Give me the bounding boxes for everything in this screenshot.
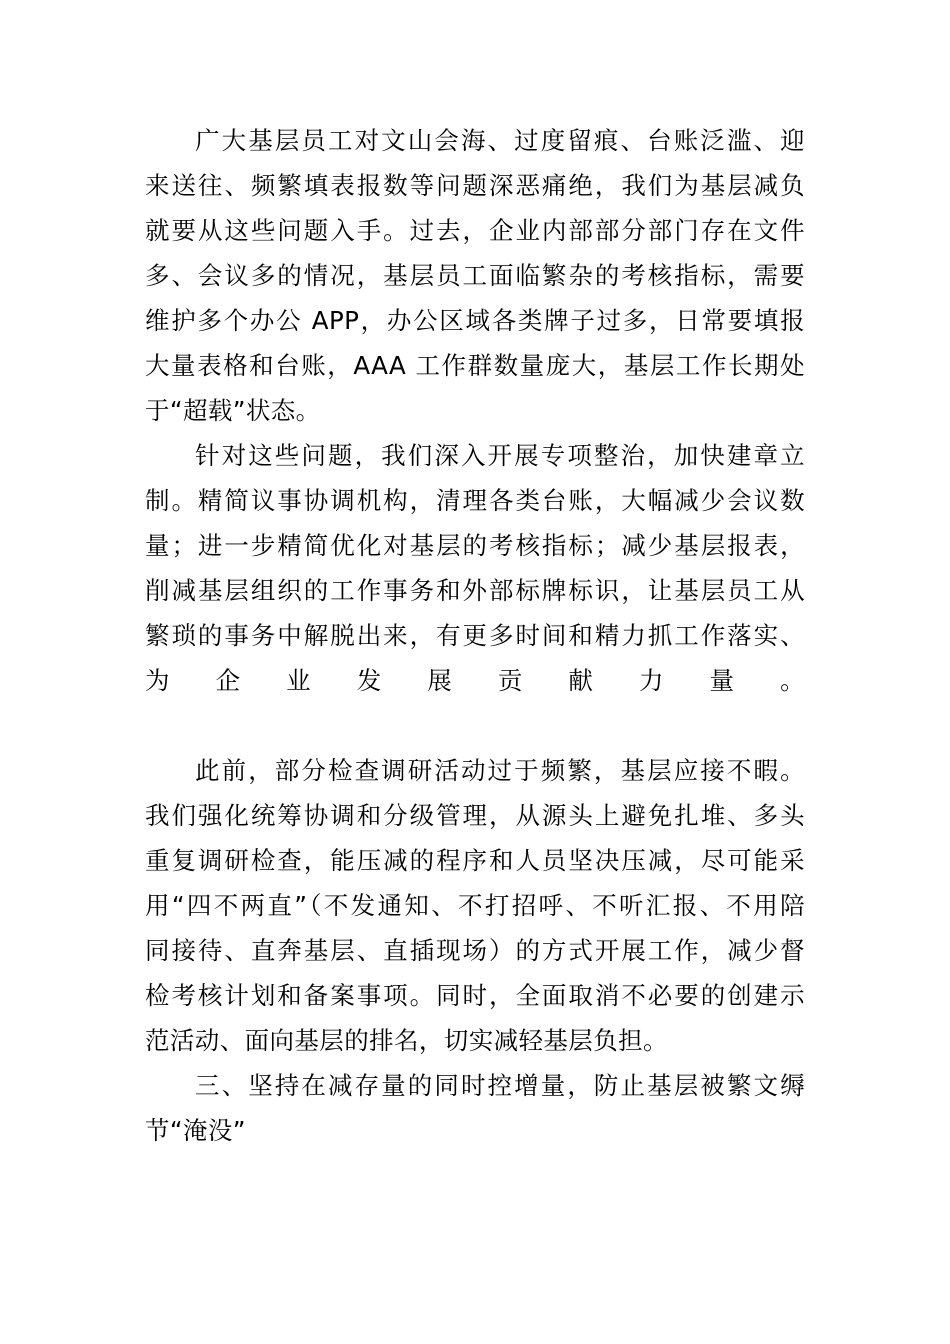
text-line: 我们强化统筹协调和分级管理，从源头上避免扎堆、多头	[145, 801, 805, 830]
paragraph-1	[145, 118, 805, 433]
heading-line: 三、坚持在减存量的同时控增量，防止基层被繁文缛	[195, 1071, 805, 1100]
text-line: 来送往、频繁填表报数等问题深恶痛绝，我们为基层减负	[145, 171, 805, 200]
text-line: 多、会议多的情况，基层员工面临繁杂的考核指标，需要	[145, 261, 805, 290]
text-line	[145, 703, 805, 748]
text-line: 于“超载”状态。	[145, 396, 321, 425]
document-body	[145, 118, 805, 1153]
text-line: 广大基层员工对文山会海、过度留痕、台账泛滥、迎	[195, 126, 805, 155]
text-line: 量；进一步精简优化对基层的考核指标；减少基层报表，	[145, 531, 805, 560]
text-line: 为企业发展贡献力量。	[145, 666, 805, 695]
paragraph-3	[145, 748, 805, 1063]
section-heading	[145, 1063, 805, 1153]
text-line: 繁琐的事务中解脱出来，有更多时间和精力抓工作落实、	[145, 621, 805, 650]
paragraph-2	[145, 433, 805, 748]
text-line: 制。精简议事协调机构，清理各类台账，大幅减少会议数	[145, 486, 805, 515]
text-line: 用“四不两直”（不发通知、不打招呼、不听汇报、不用陪	[145, 891, 805, 920]
text-line: 削减基层组织的工作事务和外部标牌标识，让基层员工从	[145, 576, 805, 605]
text-line: 大量表格和台账，AAA 工作群数量庞大，基层工作长期处	[145, 351, 805, 380]
text-line: 针对这些问题，我们深入开展专项整治，加快建章立	[195, 441, 805, 470]
heading-line: 节“淹没”	[145, 1116, 246, 1145]
text-line: 范活动、面向基层的排名，切实减轻基层负担。	[145, 1026, 668, 1055]
text-line: 就要从这些问题入手。过去，企业内部部分部门存在文件	[145, 216, 805, 245]
text-line: 同接待、直奔基层、直插现场）的方式开展工作，减少督	[145, 936, 805, 965]
text-line: 重复调研检查，能压减的程序和人员坚决压减，尽可能采	[145, 846, 805, 875]
text-line: 检考核计划和备案事项。同时，全面取消不必要的创建示	[145, 981, 805, 1010]
text-line: 此前，部分检查调研活动过于频繁，基层应接不暇。	[195, 756, 805, 785]
text-line: 维护多个办公 APP，办公区域各类牌子过多，日常要填报	[145, 306, 805, 335]
